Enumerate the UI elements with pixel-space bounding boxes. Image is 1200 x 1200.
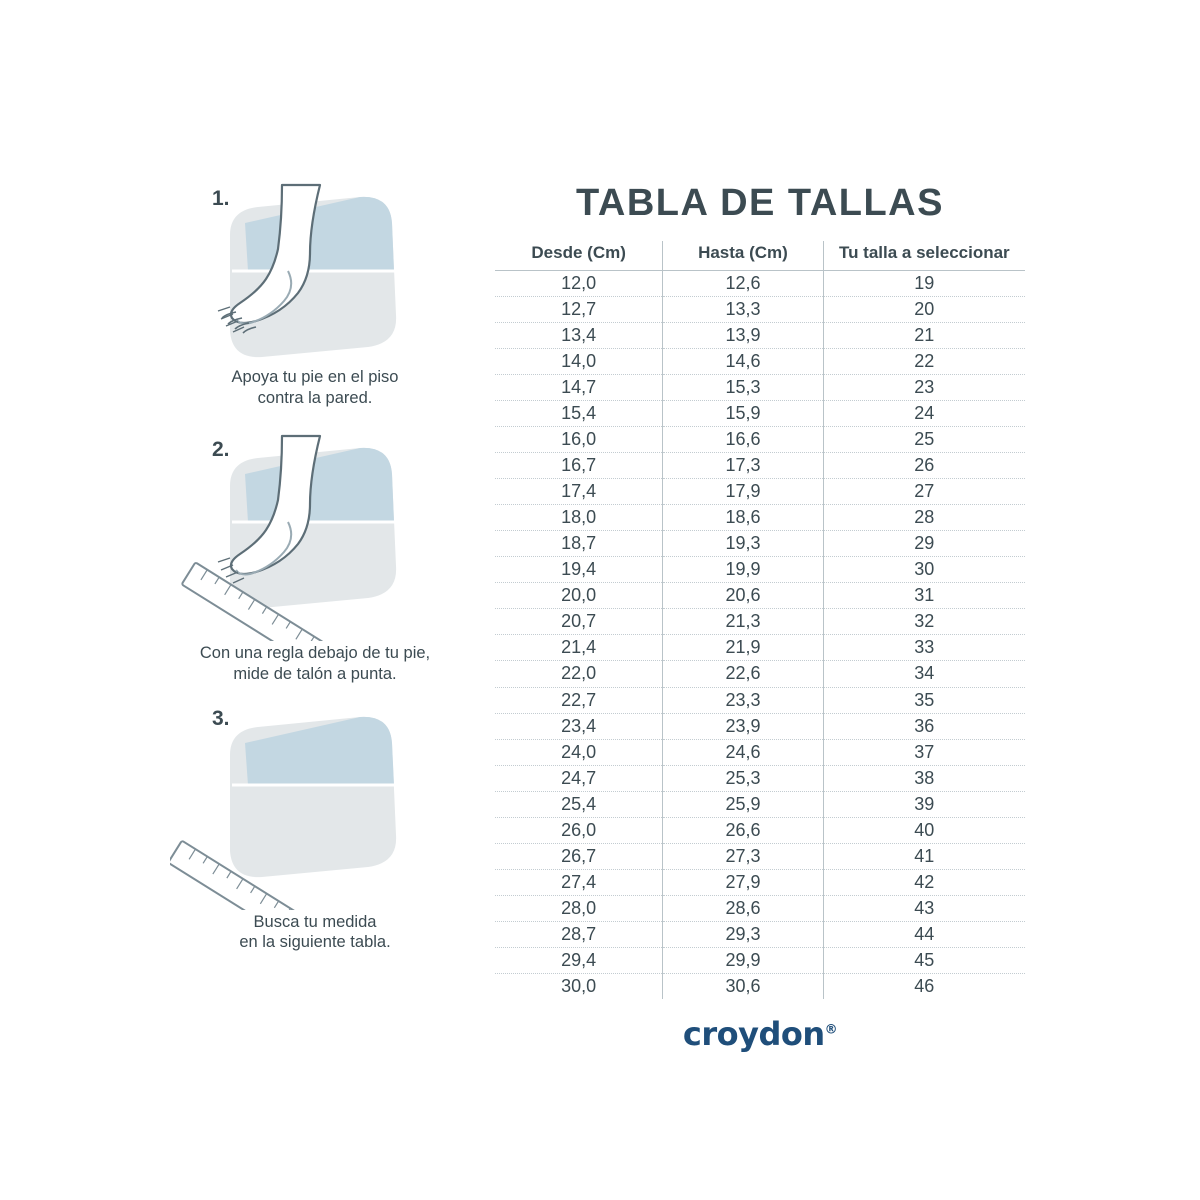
cell-talla: 36 xyxy=(823,713,1025,739)
cell-talla: 35 xyxy=(823,687,1025,713)
cell-desde: 14,7 xyxy=(495,375,663,401)
table-header-row xyxy=(495,241,1025,271)
step-1-number: 1. xyxy=(212,187,230,210)
step-1 xyxy=(170,175,460,408)
cell-talla: 27 xyxy=(823,479,1025,505)
table-row xyxy=(495,479,1025,505)
table-row xyxy=(495,271,1025,297)
cell-desde: 28,7 xyxy=(495,921,663,947)
cell-hasta: 15,3 xyxy=(663,375,823,401)
step-1-caption xyxy=(170,367,460,408)
column-header-hasta: Hasta (Cm) xyxy=(663,241,823,271)
cell-talla: 40 xyxy=(823,817,1025,843)
table-row xyxy=(495,687,1025,713)
cell-hasta: 17,3 xyxy=(663,453,823,479)
cell-hasta: 21,3 xyxy=(663,609,823,635)
table-row xyxy=(495,323,1025,349)
table-row xyxy=(495,869,1025,895)
cell-desde: 15,4 xyxy=(495,401,663,427)
table-row xyxy=(495,921,1025,947)
table-row xyxy=(495,843,1025,869)
cell-talla: 25 xyxy=(823,427,1025,453)
cell-hasta: 21,9 xyxy=(663,635,823,661)
size-table-column xyxy=(490,182,1030,1053)
cell-desde: 27,4 xyxy=(495,869,663,895)
cell-hasta: 23,3 xyxy=(663,687,823,713)
cell-hasta: 19,3 xyxy=(663,531,823,557)
cell-talla: 45 xyxy=(823,947,1025,973)
cell-desde: 19,4 xyxy=(495,557,663,583)
table-row xyxy=(495,557,1025,583)
cell-hasta: 22,6 xyxy=(663,661,823,687)
cell-desde: 24,0 xyxy=(495,739,663,765)
cell-desde: 13,4 xyxy=(495,323,663,349)
step-2 xyxy=(170,426,460,684)
cell-hasta: 27,3 xyxy=(663,843,823,869)
step-1-caption-line1: Apoya tu pie en el piso xyxy=(231,368,399,386)
cell-talla: 46 xyxy=(823,973,1025,999)
table-row xyxy=(495,947,1025,973)
table-row xyxy=(495,791,1025,817)
cell-hasta: 30,6 xyxy=(663,973,823,999)
step-2-caption-line1: Con una regla debajo de tu pie, xyxy=(199,644,431,663)
table-body xyxy=(495,271,1025,999)
step-1-caption-line2: contra la pared. xyxy=(257,388,373,407)
cell-desde: 14,0 xyxy=(495,349,663,375)
cell-talla: 44 xyxy=(823,921,1025,947)
step-3-caption-line1: Busca tu medida xyxy=(253,912,377,931)
cell-hasta: 19,9 xyxy=(663,557,823,583)
cell-talla: 39 xyxy=(823,791,1025,817)
cell-desde: 30,0 xyxy=(561,975,597,996)
table-row xyxy=(495,713,1025,739)
cell-hasta: 12,6 xyxy=(663,271,823,297)
cell-talla: 26 xyxy=(823,453,1025,479)
cell-hasta: 29,3 xyxy=(663,921,823,947)
cell-talla: 21 xyxy=(823,323,1025,349)
cell-desde: 20,7 xyxy=(495,609,663,635)
step-3-caption-line2: en la siguiente tabla. xyxy=(239,933,391,952)
table-row xyxy=(495,375,1025,401)
cell-hasta: 24,6 xyxy=(663,739,823,765)
column-header-talla: Tu talla a seleccionar xyxy=(823,241,1025,271)
table-row xyxy=(495,505,1025,531)
cell-desde: 22,7 xyxy=(495,687,663,713)
cell-desde: 26,7 xyxy=(495,843,663,869)
cell-talla: 24 xyxy=(823,401,1025,427)
page-title: TABLA DE TALLAS xyxy=(576,182,944,224)
cell-talla: 42 xyxy=(823,869,1025,895)
cell-desde: 16,7 xyxy=(495,453,663,479)
cell-desde: 29,4 xyxy=(495,947,663,973)
cell-desde: 18,7 xyxy=(495,531,663,557)
cell-hasta: 20,6 xyxy=(663,583,823,609)
cell-hasta: 15,9 xyxy=(663,401,823,427)
table-row xyxy=(495,895,1025,921)
cell-talla: 29 xyxy=(823,531,1025,557)
cell-desde: 16,0 xyxy=(495,427,663,453)
cell-hasta: 13,9 xyxy=(663,323,823,349)
table-row xyxy=(495,531,1025,557)
cell-hasta: 17,9 xyxy=(663,479,823,505)
table-row xyxy=(495,453,1025,479)
size-table xyxy=(495,241,1025,999)
cell-desde: 24,7 xyxy=(495,765,663,791)
cell-talla: 28 xyxy=(823,505,1025,531)
cell-hasta: 18,6 xyxy=(663,505,823,531)
cell-hasta: 28,6 xyxy=(663,895,823,921)
cell-desde: 23,4 xyxy=(495,713,663,739)
cell-hasta: 29,9 xyxy=(663,947,823,973)
cell-talla: 38 xyxy=(823,765,1025,791)
column-header-desde: Desde (Cm) xyxy=(495,241,663,271)
cell-talla: 32 xyxy=(823,609,1025,635)
table-row xyxy=(495,635,1025,661)
step-2-number: 2. xyxy=(212,438,230,462)
cell-hasta: 26,6 xyxy=(663,817,823,843)
cell-talla: 41 xyxy=(823,843,1025,869)
cell-desde: 26,0 xyxy=(495,817,663,843)
table-row xyxy=(495,739,1025,765)
cell-talla: 20 xyxy=(823,297,1025,323)
cell-desde: 12,0 xyxy=(495,271,663,297)
table-row xyxy=(495,661,1025,687)
cell-talla: 23 xyxy=(823,375,1025,401)
table-row xyxy=(495,297,1025,323)
cell-desde: 17,4 xyxy=(495,479,663,505)
step-2-caption-line2: mide de talón a punta. xyxy=(233,664,397,683)
table-row xyxy=(495,349,1025,375)
cell-talla: 31 xyxy=(823,583,1025,609)
step-2-caption xyxy=(170,643,460,684)
cell-talla: 30 xyxy=(823,557,1025,583)
step-3-number: 3. xyxy=(212,706,230,730)
step-3-caption xyxy=(170,912,460,953)
brand-logo xyxy=(490,1015,1030,1053)
table-row xyxy=(495,817,1025,843)
cell-hasta: 25,3 xyxy=(663,765,823,791)
table-row xyxy=(495,765,1025,791)
cell-talla: 19 xyxy=(823,271,1025,297)
brand-name: croydon xyxy=(682,1014,825,1053)
cell-hasta: 14,6 xyxy=(663,349,823,375)
cell-talla: 34 xyxy=(823,661,1025,687)
table-row xyxy=(495,973,1025,999)
table-row xyxy=(495,609,1025,635)
cell-desde: 21,4 xyxy=(495,635,663,661)
cell-hasta: 13,3 xyxy=(663,297,823,323)
cell-talla: 33 xyxy=(823,635,1025,661)
step-3 xyxy=(170,695,460,953)
table-row xyxy=(495,583,1025,609)
cell-talla: 43 xyxy=(823,895,1025,921)
instructions-column xyxy=(170,175,460,959)
table-row xyxy=(495,427,1025,453)
cell-talla: 22 xyxy=(823,349,1025,375)
table-row xyxy=(495,401,1025,427)
cell-desde: 28,0 xyxy=(495,895,663,921)
cell-hasta: 23,9 xyxy=(663,713,823,739)
cell-hasta: 25,9 xyxy=(663,791,823,817)
cell-desde: 25,4 xyxy=(495,791,663,817)
cell-hasta: 27,9 xyxy=(663,869,823,895)
cell-talla: 37 xyxy=(823,739,1025,765)
cell-desde: 18,0 xyxy=(495,505,663,531)
cell-hasta: 16,6 xyxy=(663,427,823,453)
cell-desde: 20,0 xyxy=(495,583,663,609)
cell-desde: 22,0 xyxy=(495,661,663,687)
cell-desde: 12,7 xyxy=(495,297,663,323)
registered-mark: ® xyxy=(824,1022,838,1038)
